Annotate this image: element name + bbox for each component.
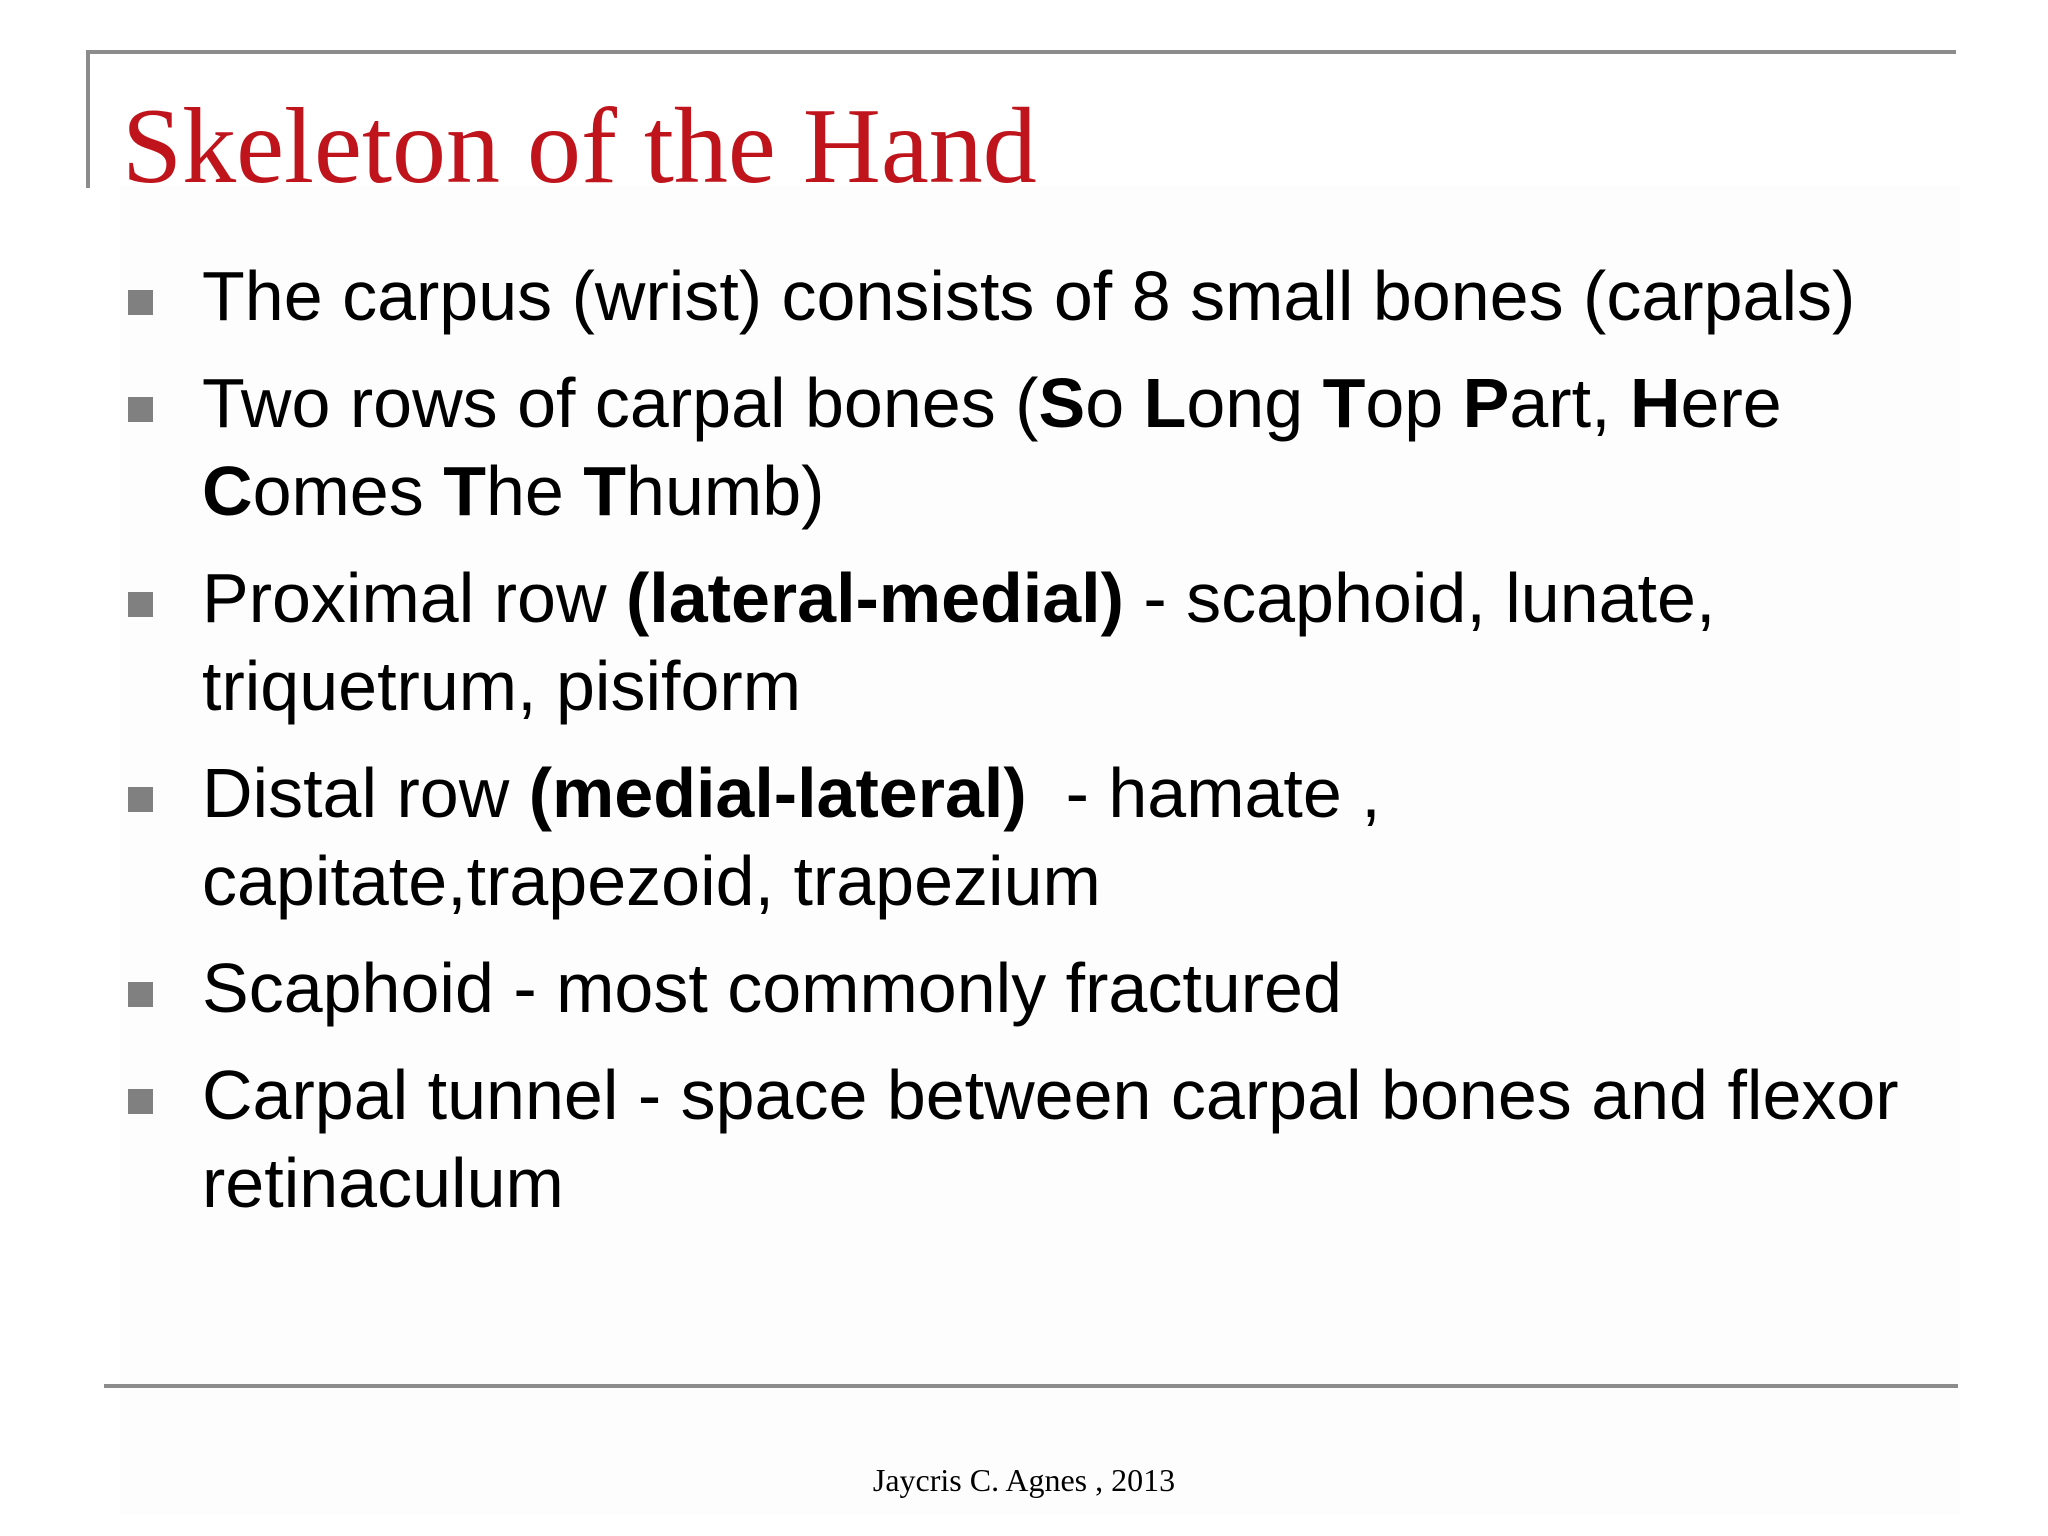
square-bullet-icon [128, 397, 153, 422]
bullet-text: Two rows of carpal bones ( [202, 364, 1039, 442]
bullet-text: omes [252, 452, 444, 530]
left-rule [86, 50, 90, 188]
bullet-text: op [1365, 364, 1463, 442]
bullet-text-bold: (lateral-medial) [625, 559, 1124, 637]
bullet-text-bold: L [1143, 364, 1187, 442]
bullet-text: ong [1186, 364, 1323, 442]
bullet-item [120, 1051, 1919, 1227]
bullet-item [120, 359, 1900, 535]
bullet-item [120, 554, 1900, 730]
bullet-text: - scaphoid, lunate, triquetrum, pisiform [202, 559, 1735, 725]
bullet-list [120, 252, 1919, 1246]
bullet-text: Distal row [202, 754, 529, 832]
bullet-text: he [485, 452, 584, 530]
bullet-text-bold: T [583, 452, 627, 530]
bullet-text-bold: H [1629, 364, 1681, 442]
bullet-text: art, [1509, 364, 1630, 442]
bullet-text: - hamate , capitate,trapezoid, trapezium [202, 754, 1401, 920]
bullet-text: Carpal tunnel - space between carpal bones and flexor retinaculum [202, 1056, 1919, 1222]
bullet-text: ere [1680, 364, 1802, 442]
bullet-text: The carpus (wrist) consists of 8 small bones (carpals) [202, 257, 1856, 335]
bullet-text: humb) [626, 452, 825, 530]
square-bullet-icon [128, 592, 153, 617]
bullet-text-bold: T [1322, 364, 1366, 442]
bullet-item [120, 252, 1900, 340]
bullet-text-bold: S [1038, 364, 1086, 442]
bullet-text-bold: (medial-lateral) [528, 754, 1027, 832]
bullet-text-bold: P [1462, 364, 1510, 442]
bullet-text-bold: C [202, 452, 253, 530]
bullet-text: o [1085, 364, 1144, 442]
footer-credit: Jaycris C. Agnes , 2013 [872, 1462, 1176, 1498]
square-bullet-icon [128, 982, 153, 1007]
bullet-item [120, 749, 1900, 925]
square-bullet-icon [128, 1089, 153, 1114]
bullet-text: Scaphoid - most commonly fractured [202, 949, 1342, 1027]
square-bullet-icon [128, 290, 153, 315]
slide-title: Skeleton of the Hand [122, 87, 1037, 206]
top-rule [86, 50, 1956, 54]
bullet-text: Proximal row [202, 559, 626, 637]
bullet-item [120, 944, 1900, 1032]
bottom-rule [104, 1384, 1958, 1388]
square-bullet-icon [128, 787, 153, 812]
bullet-text-bold: T [443, 452, 486, 530]
